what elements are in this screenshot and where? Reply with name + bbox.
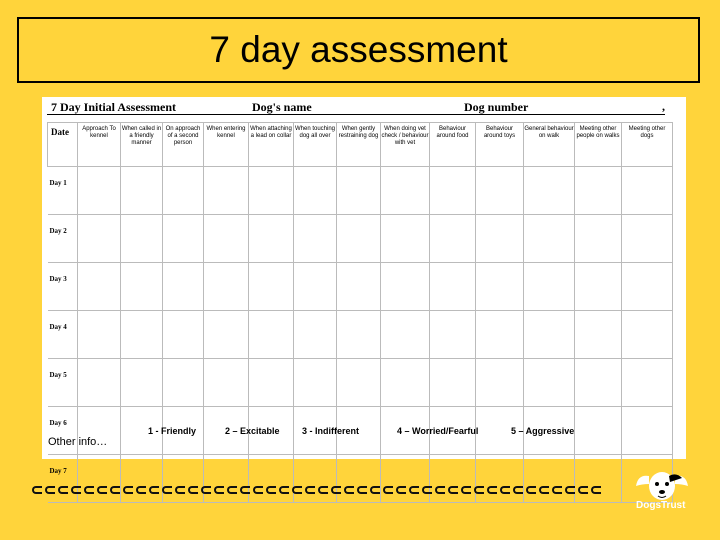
table-cell xyxy=(430,215,476,263)
table-cell xyxy=(163,263,204,311)
dash-mark xyxy=(565,486,575,494)
table-cell xyxy=(430,455,476,503)
table-cell xyxy=(249,455,294,503)
table-cell xyxy=(78,311,121,359)
dash-mark xyxy=(422,486,432,494)
table-cell xyxy=(476,311,524,359)
dash-mark xyxy=(539,486,549,494)
table-cell xyxy=(575,263,622,311)
table-cell xyxy=(337,167,381,215)
table-cell xyxy=(476,263,524,311)
dash-mark xyxy=(318,486,328,494)
legend-item: 4 – Worried/Fearful xyxy=(397,426,479,436)
table-cell xyxy=(622,407,673,455)
dash-mark xyxy=(552,486,562,494)
table-cell xyxy=(121,263,163,311)
column-header: Approach To kennel xyxy=(78,123,121,167)
column-header: Behaviour around food xyxy=(430,123,476,167)
table-cell xyxy=(249,263,294,311)
table-row xyxy=(48,167,673,215)
form-heading: 7 Day Initial Assessment xyxy=(51,100,177,114)
table-cell xyxy=(476,359,524,407)
table-cell xyxy=(121,167,163,215)
table-cell xyxy=(249,359,294,407)
dash-mark xyxy=(71,486,81,494)
day-label: Day 5 xyxy=(48,359,78,407)
table-cell xyxy=(78,215,121,263)
column-header: When gently restraining dog xyxy=(337,123,381,167)
dash-mark xyxy=(344,486,354,494)
column-header: When doing vet check / behaviour with vet xyxy=(381,123,430,167)
column-header: On approach of a second person xyxy=(163,123,204,167)
dash-mark xyxy=(578,486,588,494)
day-label: Day 2 xyxy=(48,215,78,263)
table-cell xyxy=(204,359,249,407)
dash-mark xyxy=(292,486,302,494)
table-cell xyxy=(249,167,294,215)
table-cell xyxy=(337,455,381,503)
dash-mark xyxy=(474,486,484,494)
table-cell xyxy=(337,359,381,407)
table-cell xyxy=(430,359,476,407)
legend-item: 1 - Friendly xyxy=(148,426,197,436)
dash-mark xyxy=(97,486,107,494)
dash-mark xyxy=(461,486,471,494)
dog-number-label: Dog number xyxy=(464,100,529,114)
dash-mark xyxy=(487,486,497,494)
legend-item: 3 - Indifferent xyxy=(302,426,360,436)
table-cell xyxy=(622,167,673,215)
table-cell xyxy=(294,311,337,359)
column-header: General behaviour on walk xyxy=(524,123,575,167)
dash-mark xyxy=(591,486,601,494)
table-cell xyxy=(430,311,476,359)
table-cell xyxy=(204,311,249,359)
table-cell xyxy=(476,167,524,215)
table-cell xyxy=(249,311,294,359)
day-label: Day 3 xyxy=(48,263,78,311)
table-cell xyxy=(121,359,163,407)
dash-mark xyxy=(58,486,68,494)
table-cell xyxy=(524,263,575,311)
column-header: When attaching a lead on collar xyxy=(249,123,294,167)
table-row xyxy=(48,359,673,407)
dash-mark xyxy=(383,486,393,494)
table-cell xyxy=(163,311,204,359)
dash-mark xyxy=(123,486,133,494)
table-cell xyxy=(294,359,337,407)
table-cell xyxy=(78,167,121,215)
table-cell xyxy=(575,167,622,215)
column-header-date: Date xyxy=(48,123,78,167)
dash-mark xyxy=(370,486,380,494)
table-cell xyxy=(121,455,163,503)
table-cell xyxy=(622,263,673,311)
table-cell xyxy=(337,263,381,311)
dash-mark xyxy=(253,486,263,494)
column-header: When touching dog all over xyxy=(294,123,337,167)
table-cell xyxy=(575,311,622,359)
table-row xyxy=(48,215,673,263)
table-cell xyxy=(524,455,575,503)
table-cell xyxy=(622,311,673,359)
table-row xyxy=(48,311,673,359)
dash-mark xyxy=(162,486,172,494)
table-cell xyxy=(430,263,476,311)
table-row xyxy=(48,263,673,311)
table-cell xyxy=(163,167,204,215)
dash-mark xyxy=(201,486,211,494)
table-cell xyxy=(381,215,430,263)
table-cell xyxy=(381,167,430,215)
dash-mark xyxy=(409,486,419,494)
table-cell xyxy=(204,215,249,263)
slide-title: 7 day assessment xyxy=(209,29,508,70)
table-cell xyxy=(381,263,430,311)
table-cell xyxy=(78,455,121,503)
column-header: Behaviour around toys xyxy=(476,123,524,167)
dash-mark xyxy=(32,486,42,494)
dash-mark xyxy=(435,486,445,494)
table-cell xyxy=(78,359,121,407)
table-cell xyxy=(294,167,337,215)
table-cell xyxy=(622,215,673,263)
table-cell xyxy=(575,407,622,455)
dash-mark xyxy=(240,486,250,494)
column-header: When entering kennel xyxy=(204,123,249,167)
table-row xyxy=(48,407,673,455)
table-cell xyxy=(575,455,622,503)
table-cell xyxy=(476,215,524,263)
dash-mark xyxy=(500,486,510,494)
table-cell xyxy=(337,215,381,263)
dash-mark xyxy=(331,486,341,494)
legend-item: 5 – Aggressive xyxy=(511,426,575,436)
dash-mark xyxy=(45,486,55,494)
dash-mark xyxy=(305,486,315,494)
table-cell xyxy=(204,263,249,311)
table-header-row xyxy=(48,123,673,167)
other-info-label: Other info… xyxy=(48,436,108,448)
assessment-table xyxy=(47,122,673,503)
day-label: Day 1 xyxy=(48,167,78,215)
table-cell xyxy=(78,263,121,311)
trailing-mark: , xyxy=(662,99,665,113)
decorative-dash-border xyxy=(32,486,604,494)
table-cell xyxy=(524,311,575,359)
table-cell xyxy=(381,455,430,503)
dash-mark xyxy=(526,486,536,494)
table-cell xyxy=(121,215,163,263)
column-header: Meeting other people on walks xyxy=(575,123,622,167)
dash-mark xyxy=(188,486,198,494)
table-cell xyxy=(381,359,430,407)
table-cell xyxy=(337,311,381,359)
table-cell xyxy=(204,455,249,503)
dash-mark xyxy=(266,486,276,494)
dash-mark xyxy=(357,486,367,494)
dash-mark xyxy=(448,486,458,494)
dash-mark xyxy=(396,486,406,494)
table-cell xyxy=(294,263,337,311)
legend-item: 2 – Excitable xyxy=(225,426,280,436)
table-cell xyxy=(294,455,337,503)
table-cell xyxy=(575,359,622,407)
table-cell xyxy=(163,455,204,503)
table-cell xyxy=(575,215,622,263)
day-label: Day 7 xyxy=(48,455,78,503)
table-cell xyxy=(524,215,575,263)
table-cell xyxy=(249,215,294,263)
dash-mark xyxy=(110,486,120,494)
day-label: Day 6 xyxy=(48,407,78,455)
table-cell xyxy=(121,311,163,359)
dash-mark xyxy=(149,486,159,494)
table-cell xyxy=(163,215,204,263)
table-cell xyxy=(163,359,204,407)
slide-title-box xyxy=(17,17,700,83)
table-cell xyxy=(204,167,249,215)
logo-text: DogsTrust xyxy=(636,500,686,511)
table-cell xyxy=(476,455,524,503)
table-cell xyxy=(381,311,430,359)
dash-mark xyxy=(279,486,289,494)
table-cell xyxy=(622,359,673,407)
dash-mark xyxy=(513,486,523,494)
table-row xyxy=(48,455,673,503)
table-cell xyxy=(524,167,575,215)
heading-underline xyxy=(47,114,665,115)
dash-mark xyxy=(214,486,224,494)
table-cell xyxy=(430,167,476,215)
dash-mark xyxy=(136,486,146,494)
column-header: When called in a friendly manner xyxy=(121,123,163,167)
column-header: Meeting other dogs xyxy=(622,123,673,167)
table-cell xyxy=(294,215,337,263)
assessment-form xyxy=(42,97,686,475)
dash-mark xyxy=(227,486,237,494)
table-cell xyxy=(524,359,575,407)
dash-mark xyxy=(84,486,94,494)
dog-name-label: Dog's name xyxy=(252,100,312,114)
day-label: Day 4 xyxy=(48,311,78,359)
dash-mark xyxy=(175,486,185,494)
